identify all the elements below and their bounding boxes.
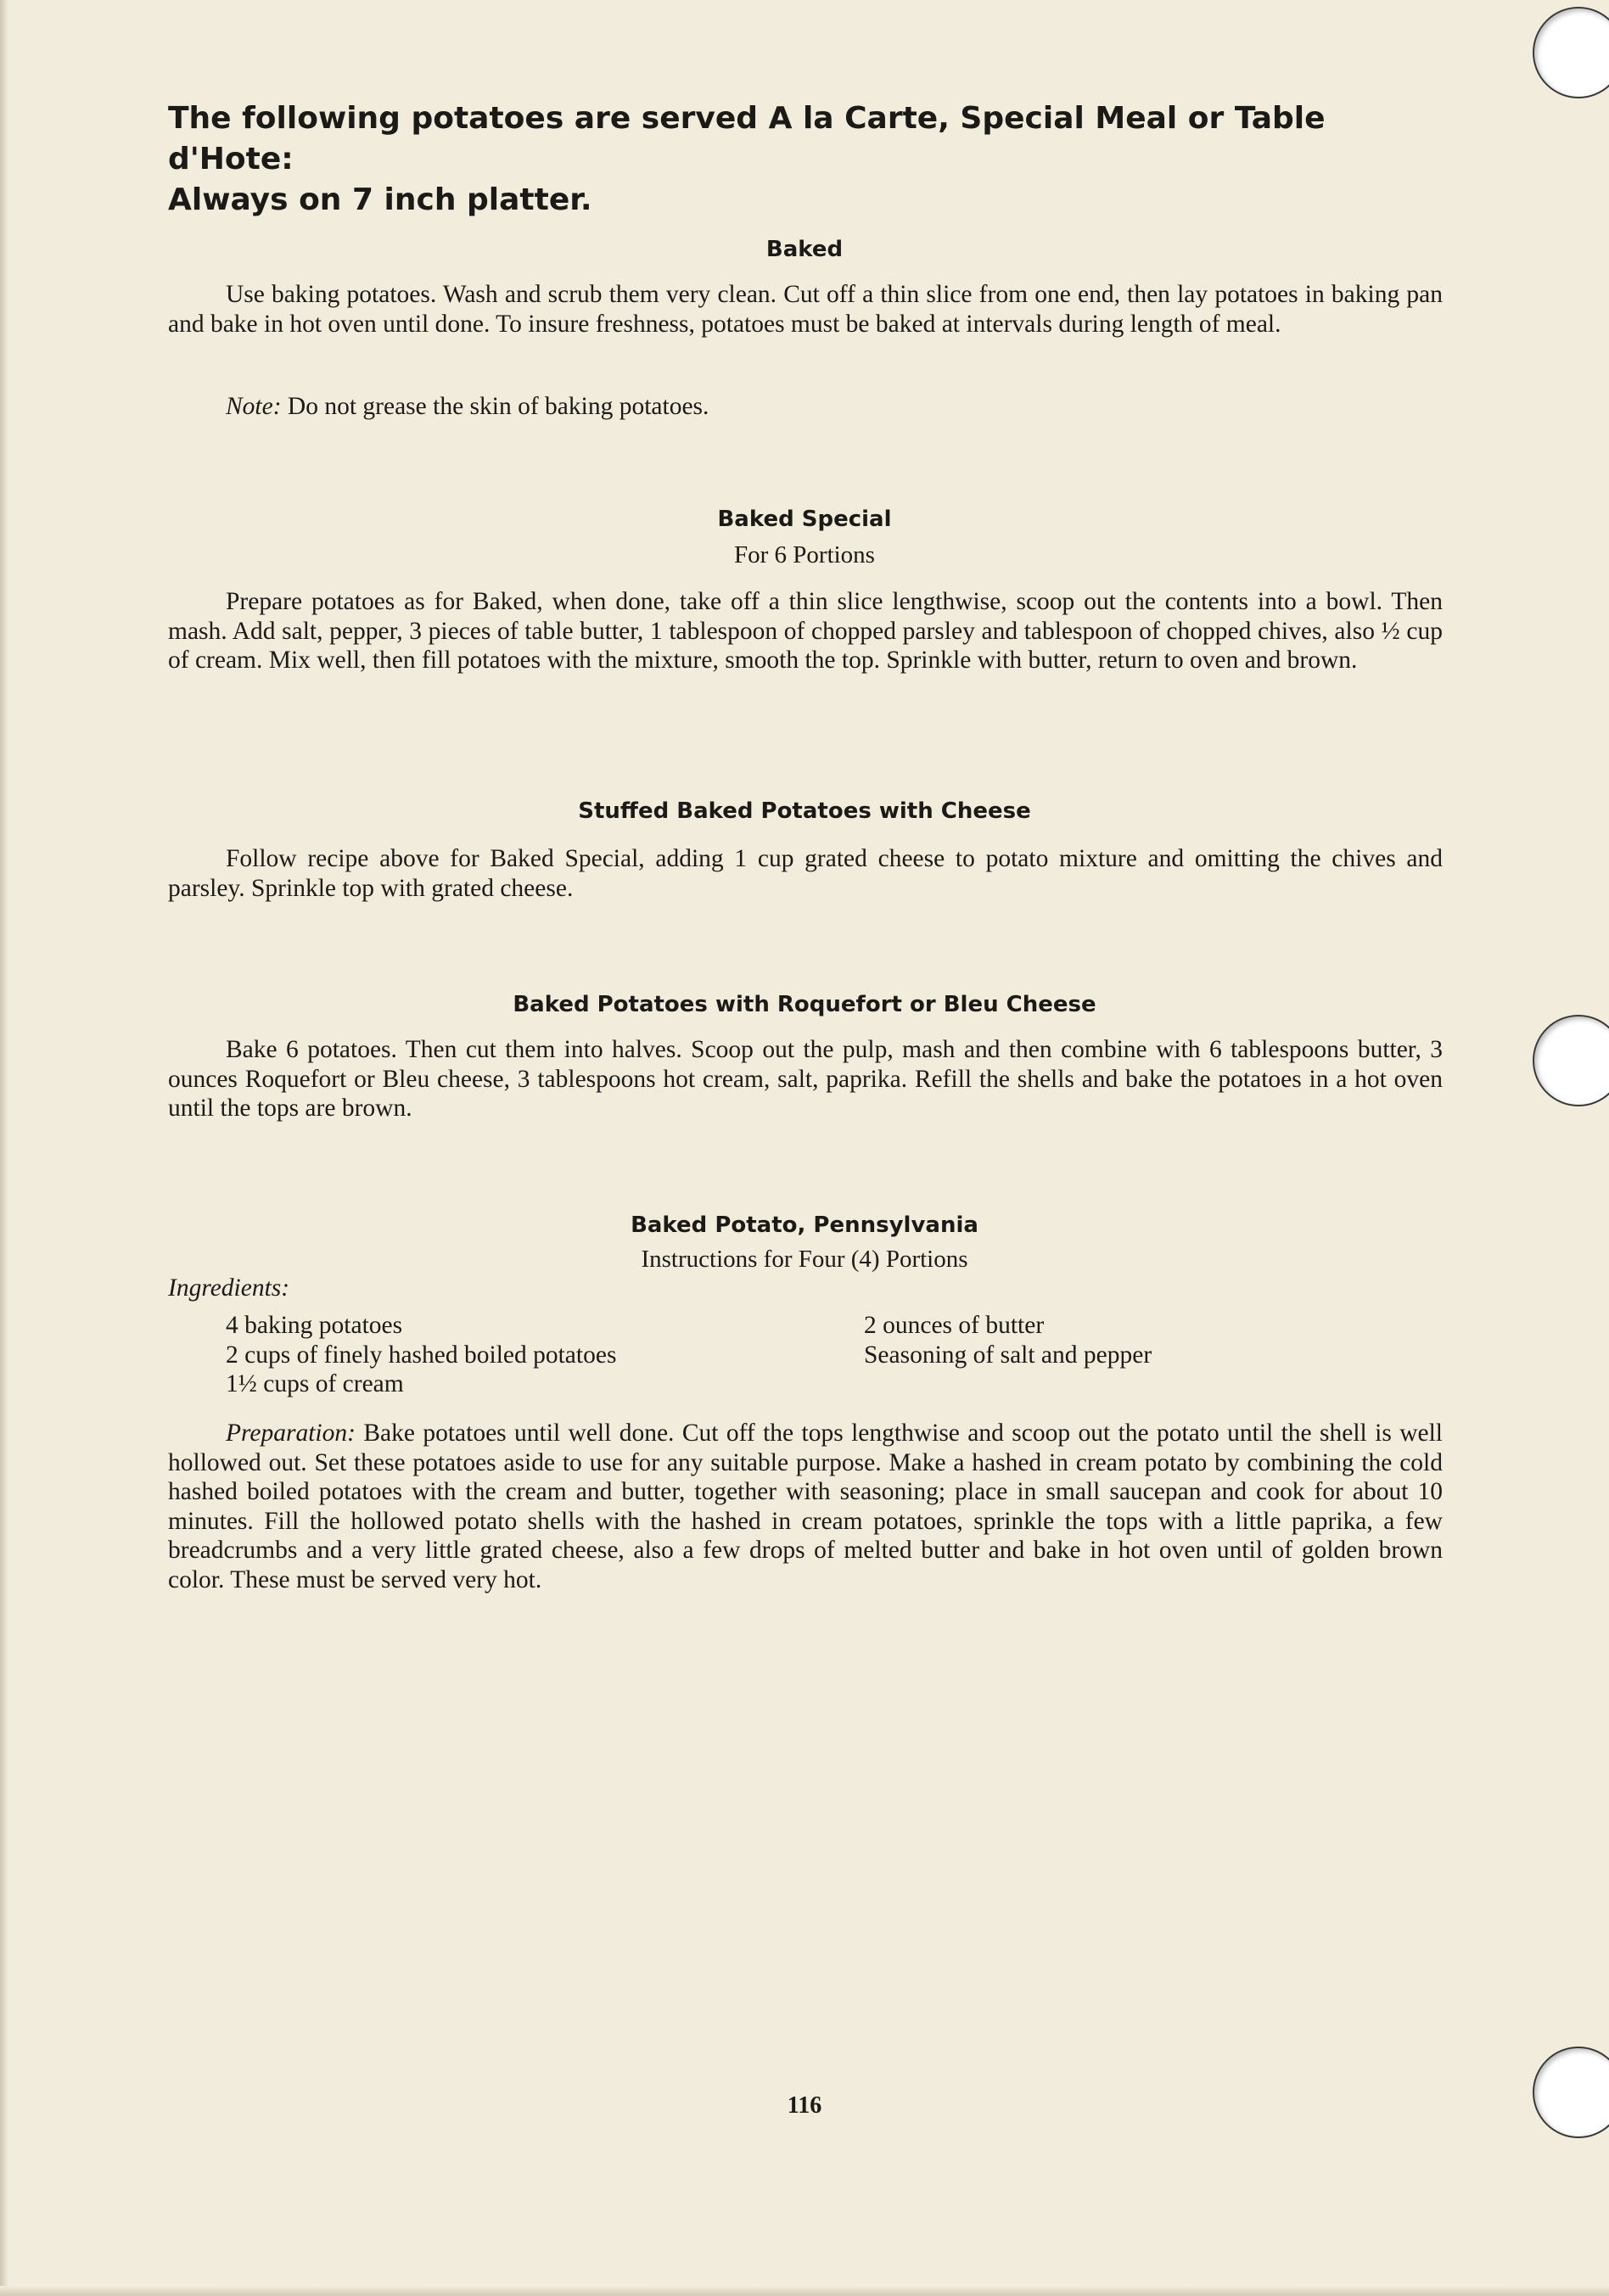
note-label: Note: [226, 393, 282, 420]
preparation-label: Preparation: [226, 1420, 356, 1447]
intro-line-1: The following potatoes are served A la Carte, Special Meal or Table d'Hote: [168, 101, 1326, 176]
ingredient-left-3: 1½ cups of cream [226, 1370, 404, 1397]
note-baked [168, 392, 1443, 422]
ingredient-right-1: 2 ounces of butter [864, 1312, 1045, 1339]
page-edge-left [0, 0, 8, 2296]
note-text: Do not grease the skin of baking potatoes. [287, 393, 709, 420]
page-number: 116 [787, 2092, 822, 2119]
subheading-baked-special: For 6 Portions [734, 541, 875, 568]
preparation-text: Bake potatoes until well done. Cut off the tops lengthwise and scoop out the potato until the shell is well hollowed out. Set these potatoes aside to use for any suitable purpose. Make a hashed in cream potato by combining the cold hashed boiled potatoes with the cream and butter, together with seasoning; place in small saucepan and cook for about 10 minutes. Fill the hollowed potato shells with the hashed in cream potatoes, sprinkle the tops with a little paprika, a few breadcrumbs and a very little grated cheese, also a few drops of melted butter and bake in hot oven until of golden brown color. These must be served very hot. [168, 1420, 1443, 1593]
punch-hole-middle [1533, 1015, 1609, 1106]
paragraph-roquefort [168, 1035, 1443, 1123]
page-edge-bottom [0, 2286, 1609, 2296]
section-heading-roquefort: Baked Potatoes with Roquefort or Bleu Cheese [513, 992, 1096, 1017]
section-heading-stuffed: Stuffed Baked Potatoes with Cheese [578, 798, 1031, 824]
baked-text: Use baking potatoes. Wash and scrub them very clean. Cut off a thin slice from one end, then lay potatoes in baking pan and bake in hot oven until done. To insure freshness, potatoes must be baked at intervals during length of meal. [168, 281, 1443, 338]
stuffed-text: Follow recipe above for Baked Special, adding 1 cup grated cheese to potato mixture and omitting the chives and parsley. Sprinkle top with grated cheese. [168, 845, 1443, 902]
ingredient-left-2: 2 cups of finely hashed boiled potatoes [226, 1341, 617, 1369]
paragraph-baked [168, 280, 1443, 339]
section-heading-baked: Baked [765, 237, 844, 262]
section-heading-baked-special: Baked Special [717, 507, 892, 532]
intro-heading [168, 98, 1458, 221]
paragraph-baked-special [168, 587, 1443, 675]
subheading-pennsylvania: Instructions for Four (4) Portions [641, 1246, 968, 1273]
ingredient-right-2: Seasoning of salt and pepper [864, 1341, 1152, 1369]
section-heading-pennsylvania: Baked Potato, Pennsylvania [631, 1212, 978, 1238]
paragraph-stuffed [168, 844, 1443, 903]
punch-hole-top [1533, 7, 1609, 98]
roquefort-text: Bake 6 potatoes. Then cut them into halves. Scoop out the pulp, mash and then combine with 6 tablespoons butter, 3 ounces Roquefort or Bleu cheese, 3 tablespoons hot cream, salt, paprika. Refill the shells and bake the potatoes in a hot oven until the tops are brown. [168, 1036, 1443, 1122]
ingredients-label: Ingredients: [168, 1274, 290, 1302]
baked-special-text: Prepare potatoes as for Baked, when done, take off a thin slice lengthwise, scoop out the contents into a bowl. Then mash. Add salt, pepper, 3 pieces of table butter, 1 tablespoon of chopped parsley and tablespoon of chopped chives, also ½ cup of cream. Mix well, then fill potatoes with the mixture, smooth the top. Sprinkle with butter, return to oven and brown. [168, 588, 1443, 674]
intro-line-2: Always on 7 inch platter. [168, 182, 592, 217]
ingredient-left-1: 4 baking potatoes [226, 1312, 403, 1339]
punch-hole-bottom [1533, 2047, 1609, 2138]
paragraph-preparation [168, 1419, 1443, 1594]
